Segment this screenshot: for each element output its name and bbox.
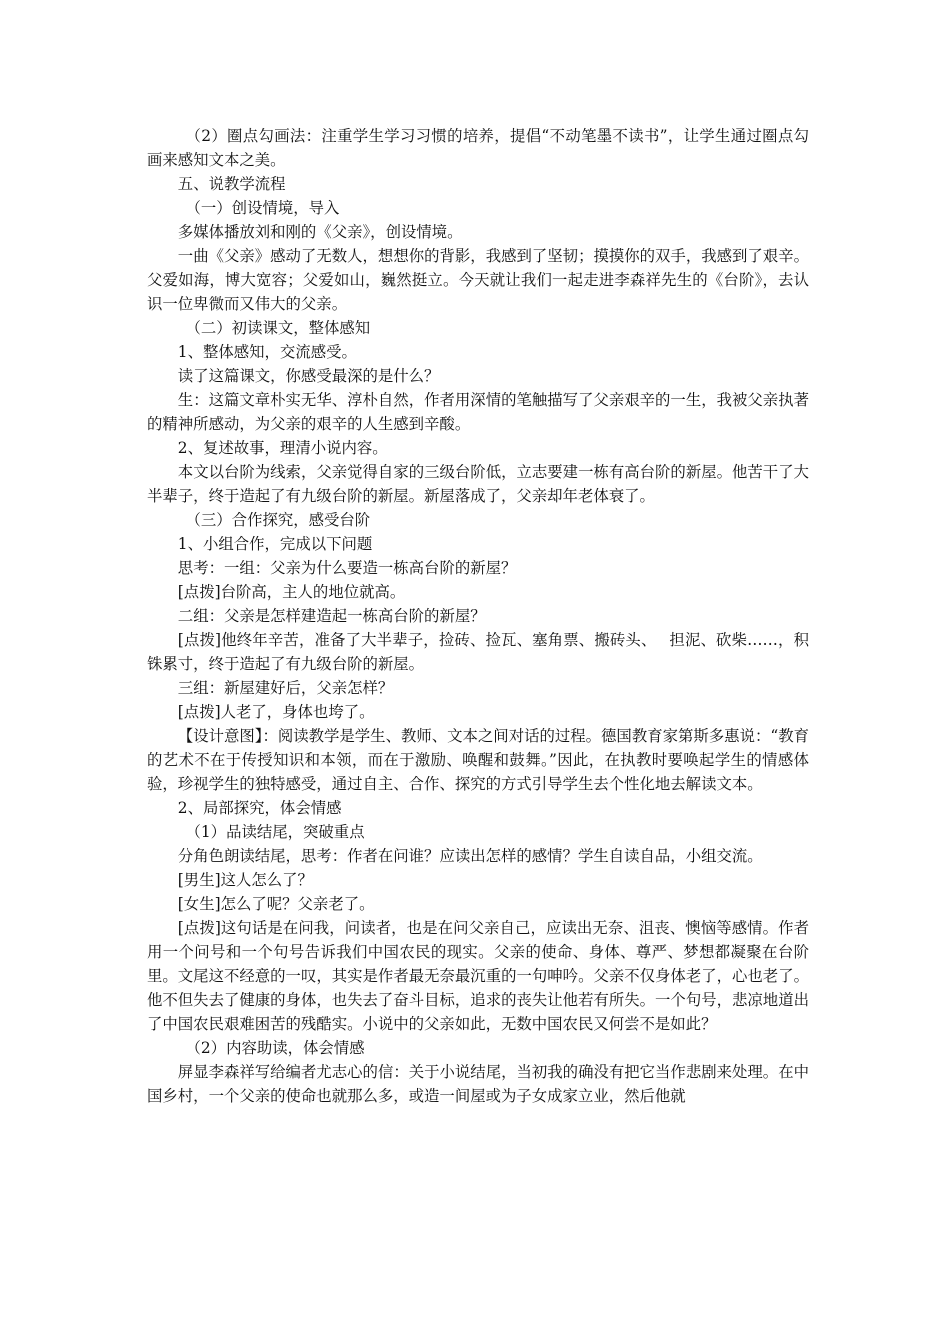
subheading-ending-reading: （1）品读结尾，突破重点 bbox=[185, 823, 365, 841]
paragraph-girls-line: [女生]怎么了呢？父亲老了。 bbox=[177, 895, 375, 913]
paragraph-multimedia: 多媒体播放刘和刚的《父亲》，创设情境。 bbox=[177, 223, 463, 241]
paragraph-student-answer: 生：这篇文章朴实无华、淳朴自然，作者用深情的笔触描写了父亲艰辛的一生，我被父亲执著的精神所感动，为父亲的艰辛的人生感到辛酸。 bbox=[147, 391, 809, 433]
paragraph-question: 读了这篇课文，你感受最深的是什么？ bbox=[177, 367, 440, 385]
item-overall-perception: 1、整体感知，交流感受。 bbox=[177, 343, 357, 361]
paragraph-father-song: 一曲《父亲》感动了无数人，想想你的背影，我感到了坚韧；摸摸你的双手，我感到了艰辛。父爱如海，博大宽容；父爱如山，巍然挺立。今天就让我们一起走进李森祥先生的《台阶》，去认识一位卑微而又伟大的父亲。 bbox=[147, 247, 809, 313]
paragraph-hint-one: [点拨]台阶高，主人的地位就高。 bbox=[177, 583, 406, 601]
item-retell-story: 2、复述故事，理清小说内容。 bbox=[177, 439, 388, 457]
subheading-content-aid: （2）内容助读，体会情感 bbox=[185, 1039, 365, 1057]
document-body bbox=[147, 124, 809, 1108]
paragraph-circle-annotation-method: （2）圈点勾画法：注重学生学习习惯的培养，提倡“不动笔墨不读书”，让学生通过圈点勾画来感知文本之美。 bbox=[147, 127, 809, 169]
paragraph-author-letter: 屏显李森祥写给编者尤志心的信：关于小说结尾，当初我的确没有把它当作悲剧来处理。在中国乡村，一个父亲的使命也就那么多，或造一间屋或为子女成家立业，然后他就 bbox=[147, 1063, 809, 1105]
subheading-cooperative-inquiry: （三）合作探究，感受台阶 bbox=[185, 511, 371, 529]
subheading-create-situation: （一）创设情境，导入 bbox=[185, 199, 340, 217]
paragraph-group-one: 思考：一组：父亲为什么要造一栋高台阶的新屋？ bbox=[177, 559, 517, 577]
paragraph-boys-line: [男生]这人怎么了？ bbox=[177, 871, 313, 889]
paragraph-design-intent: 【设计意图】：阅读教学是学生、教师、文本之间对话的过程。德国教育家第斯多惠说：“教育的艺术不在于传授知识和本领，而在于激励、唤醒和鼓舞。”因此，在执教时要唤起学生的情感体验，珍视学生的独特感受，通过自主、合作、探究的方式引导学生去个性化地去解读文本。 bbox=[147, 727, 809, 793]
heading-teaching-process: 五、说教学流程 bbox=[177, 175, 286, 193]
paragraph-role-reading: 分角色朗读结尾，思考：作者在问谁？应读出怎样的感情？学生自读自品，小组交流。 bbox=[177, 847, 763, 865]
paragraph-hint-analysis: [点拨]这句话是在问我，问读者，也是在问父亲自己，应读出无奈、沮丧、懊恼等感情。作者用一个问号和一个句号告诉我们中国农民的现实。父亲的使命、身体、尊严、梦想都凝聚在台阶里。文尾这不经意的一叹，其实是作者最无奈最沉重的一句呻吟。父亲不仅身体老了，心也老了。他不但失去了健康的身体，也失去了奋斗目标，追求的丧失让他若有所失。一个句号，悲凉地道出了中国农民艰难困苦的残酷实。小说中的父亲如此，无数中国农民又何尝不是如此？ bbox=[147, 919, 809, 1033]
paragraph-group-two: 二组：父亲是怎样建造起一栋高台阶的新屋？ bbox=[177, 607, 486, 625]
subheading-first-reading: （二）初读课文，整体感知 bbox=[185, 319, 371, 337]
item-local-inquiry: 2、局部探究，体会情感 bbox=[177, 799, 342, 817]
paragraph-group-three: 三组：新屋建好后，父亲怎样？ bbox=[177, 679, 394, 697]
paragraph-hint-three: [点拨]人老了，身体也垮了。 bbox=[177, 703, 375, 721]
paragraph-hint-two: [点拨]他终年辛苦，准备了大半辈子，捡砖、捡瓦、塞角票、搬砖头、 担泥、砍柴……，积铢累寸，终于造起了有九级台阶的新屋。 bbox=[147, 631, 809, 673]
paragraph-story-summary: 本文以台阶为线索，父亲觉得自家的三级台阶低，立志要建一栋有高台阶的新屋。他苦干了大半辈子，终于造起了有九级台阶的新屋。新屋落成了，父亲却年老体衰了。 bbox=[147, 463, 809, 505]
item-group-cooperation: 1、小组合作，完成以下问题 bbox=[177, 535, 373, 553]
